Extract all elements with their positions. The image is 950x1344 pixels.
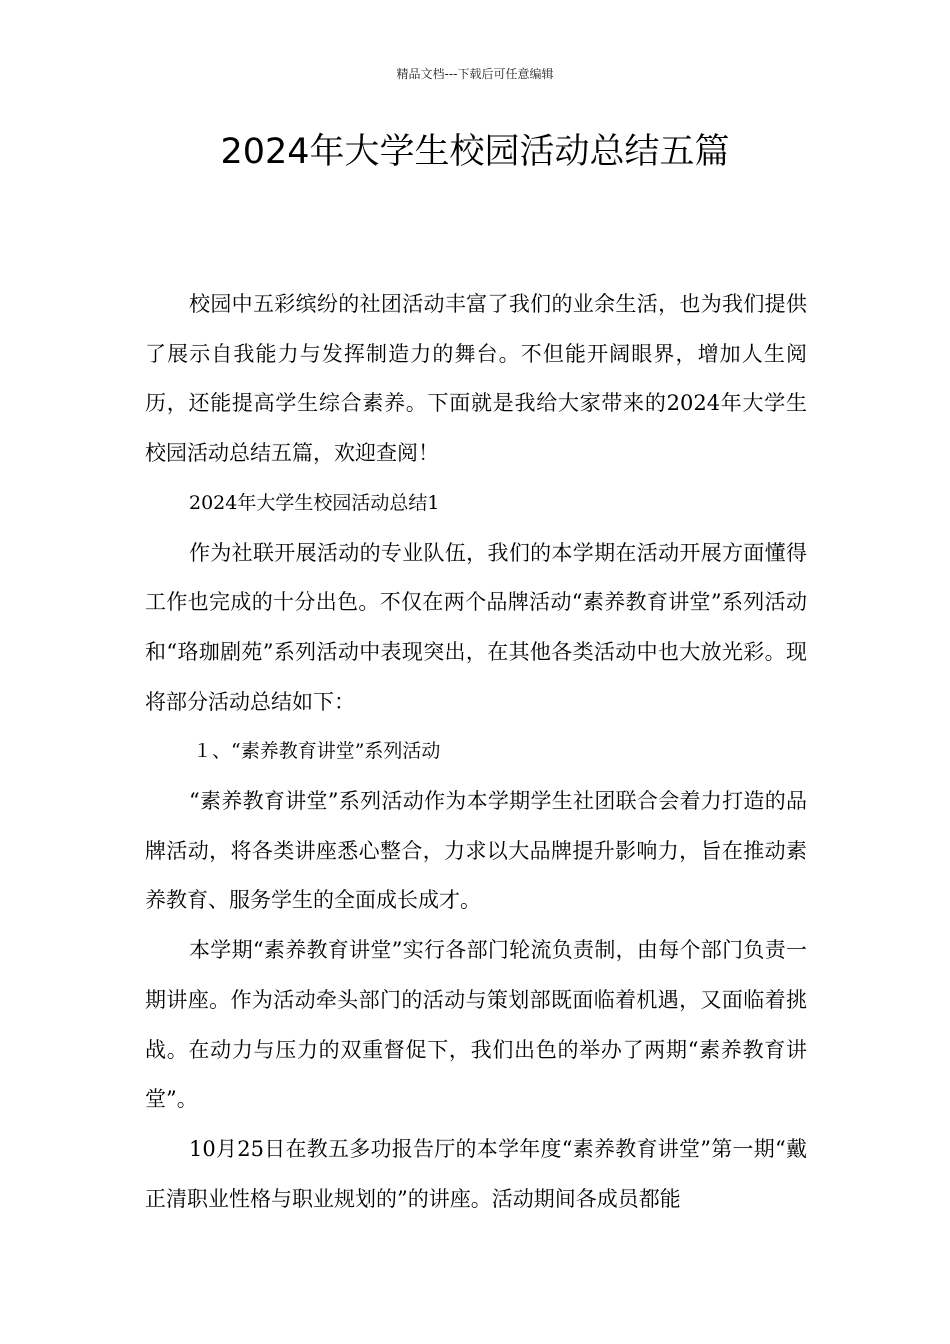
- document-title: 2024年大学生校园活动总结五篇: [220, 132, 730, 172]
- body-paragraph: 作为社联开展活动的专业队伍，我们的本学期在活动开展方面懂得工作也完成的十分出色。不仅在两个品牌活动“素养教育讲堂”系列活动和“珞珈剧苑”系列活动中表现突出，在其他各类活动中也大放光彩。现将部分活动总结如下：: [145, 540, 807, 714]
- document-body: [145, 280, 807, 1224]
- subsection-heading: １、“素养教育讲堂”系列活动: [193, 740, 441, 763]
- intro-paragraph: 校园中五彩缤纷的社团活动丰富了我们的业余生活，也为我们提供了展示自我能力与发挥制造力的舞台。不但能开阔眼界，增加人生阅历，还能提高学生综合素养。下面就是我给大家带来的2024年大学生校园活动总结五篇，欢迎查阅！: [145, 292, 807, 466]
- header-note: 精品文档---下载后可任意编辑: [396, 67, 554, 81]
- body-paragraph: 10月25日在教五多功报告厅的本学年度“素养教育讲堂”第一期“戴正清职业性格与职业规划的”的讲座。活动期间各成员都能: [145, 1136, 807, 1211]
- body-paragraph: “素养教育讲堂”系列活动作为本学期学生社团联合会着力打造的品牌活动，将各类讲座悉心整合，力求以大品牌提升影响力，旨在推动素养教育、服务学生的全面成长成才。: [145, 789, 807, 913]
- body-paragraph: 本学期“素养教育讲堂”实行各部门轮流负责制，由每个部门负责一期讲座。作为活动牵头部门的活动与策划部既面临着机遇，又面临着挑战。在动力与压力的双重督促下，我们出色的举办了两期“素养教育讲堂”。: [145, 938, 807, 1112]
- section-heading: 2024年大学生校园活动总结1: [189, 491, 440, 514]
